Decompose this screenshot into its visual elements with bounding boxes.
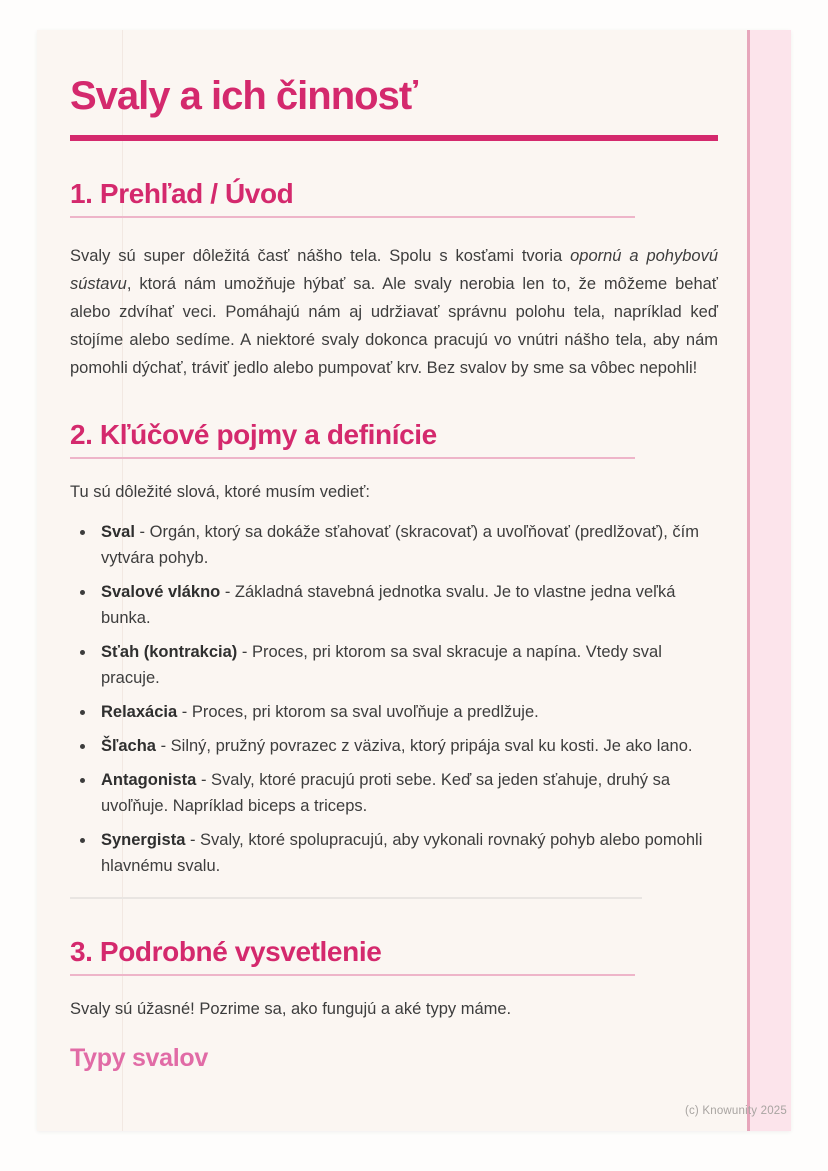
document-page — [37, 30, 791, 1131]
term-name: Sval — [101, 523, 135, 541]
term-name: Sťah (kontrakcia) — [101, 643, 238, 661]
section-3-intro: Svaly sú úžasné! Pozrime sa, ako fungujú a aké typy máme. — [70, 1000, 512, 1018]
subsection-heading-typy-svalov: Typy svalov — [70, 1044, 208, 1072]
copyright-credit: (c) Knowunity 2025 — [684, 1105, 787, 1117]
term-definition: - Silný, pružný povrazec z väziva, ktorý pripája sval ku kosti. Je ako lano. — [160, 737, 693, 755]
paragraph-text: , ktorá nám umožňuje hýbať sa. Ale svaly nerobia len to, že môžeme behať alebo zdvíhať veci. Pomáhajú nám aj udržiavať správnu polohu tela, napríklad keď stojíme alebo sedíme. A niektoré svaly dokonca pracujú vo vnútri nášho tela, aby nám pomohli dýchať, tráviť jedlo alebo pumpovať krv. Bez svalov by sme sa vôbec nepohli! — [70, 275, 718, 377]
page-title: Svaly a ich činnosť — [70, 74, 417, 118]
section-1-divider — [70, 216, 635, 218]
term-name: Synergista — [101, 831, 186, 849]
term-list-item — [96, 519, 718, 571]
section-2-heading: 2. Kľúčové pojmy a definície — [70, 419, 437, 450]
section-2-intro: Tu sú dôležité slová, ktoré musím vedieť: — [70, 483, 370, 501]
term-list-item — [96, 699, 718, 725]
page-content — [70, 30, 718, 1072]
content-divider — [70, 897, 642, 899]
term-list-item — [96, 579, 718, 631]
term-definition: - Proces, pri ktorom sa sval uvoľňuje a predlžuje. — [181, 703, 539, 721]
term-list-item — [96, 639, 718, 691]
title-divider — [70, 135, 718, 141]
term-list-item — [96, 733, 718, 759]
term-definition: - Orgán, ktorý sa dokáže sťahovať (skracovať) a uvoľňovať (predlžovať), čím vytvára pohyb. — [101, 523, 699, 567]
term-list-item — [96, 767, 718, 819]
section-2-divider — [70, 457, 635, 459]
section-1-heading: 1. Prehľad / Úvod — [70, 178, 294, 209]
section-1-paragraph — [70, 242, 718, 382]
term-definition: - Svaly, ktoré spolupracujú, aby vykonali rovnaký pohyb alebo pomohli hlavnému svalu. — [101, 831, 703, 875]
term-name: Antagonista — [101, 771, 197, 789]
term-definition: - Proces, pri ktorom sa sval skracuje a napína. Vtedy sval pracuje. — [101, 643, 662, 687]
term-definition: - Svaly, ktoré pracujú proti sebe. Keď sa jeden sťahuje, druhý sa uvoľňuje. Napríklad biceps a triceps. — [101, 771, 671, 815]
term-name: Relaxácia — [101, 703, 178, 721]
term-name: Šľacha — [101, 737, 156, 755]
page-binding-stripe — [747, 30, 791, 1131]
term-name: Svalové vlákno — [101, 583, 221, 601]
section-3-heading: 3. Podrobné vysvetlenie — [70, 936, 382, 967]
paragraph-italic-phrase: opornú a pohybovú sústavu — [70, 247, 719, 293]
terms-list — [70, 519, 718, 879]
term-list-item — [96, 827, 718, 879]
paragraph-text: Svaly sú super dôležitá časť nášho tela. Spolu s kosťami tvoria — [70, 247, 571, 265]
section-3-divider — [70, 974, 635, 976]
term-definition: - Základná stavebná jednotka svalu. Je to vlastne jedna veľká bunka. — [101, 583, 676, 627]
